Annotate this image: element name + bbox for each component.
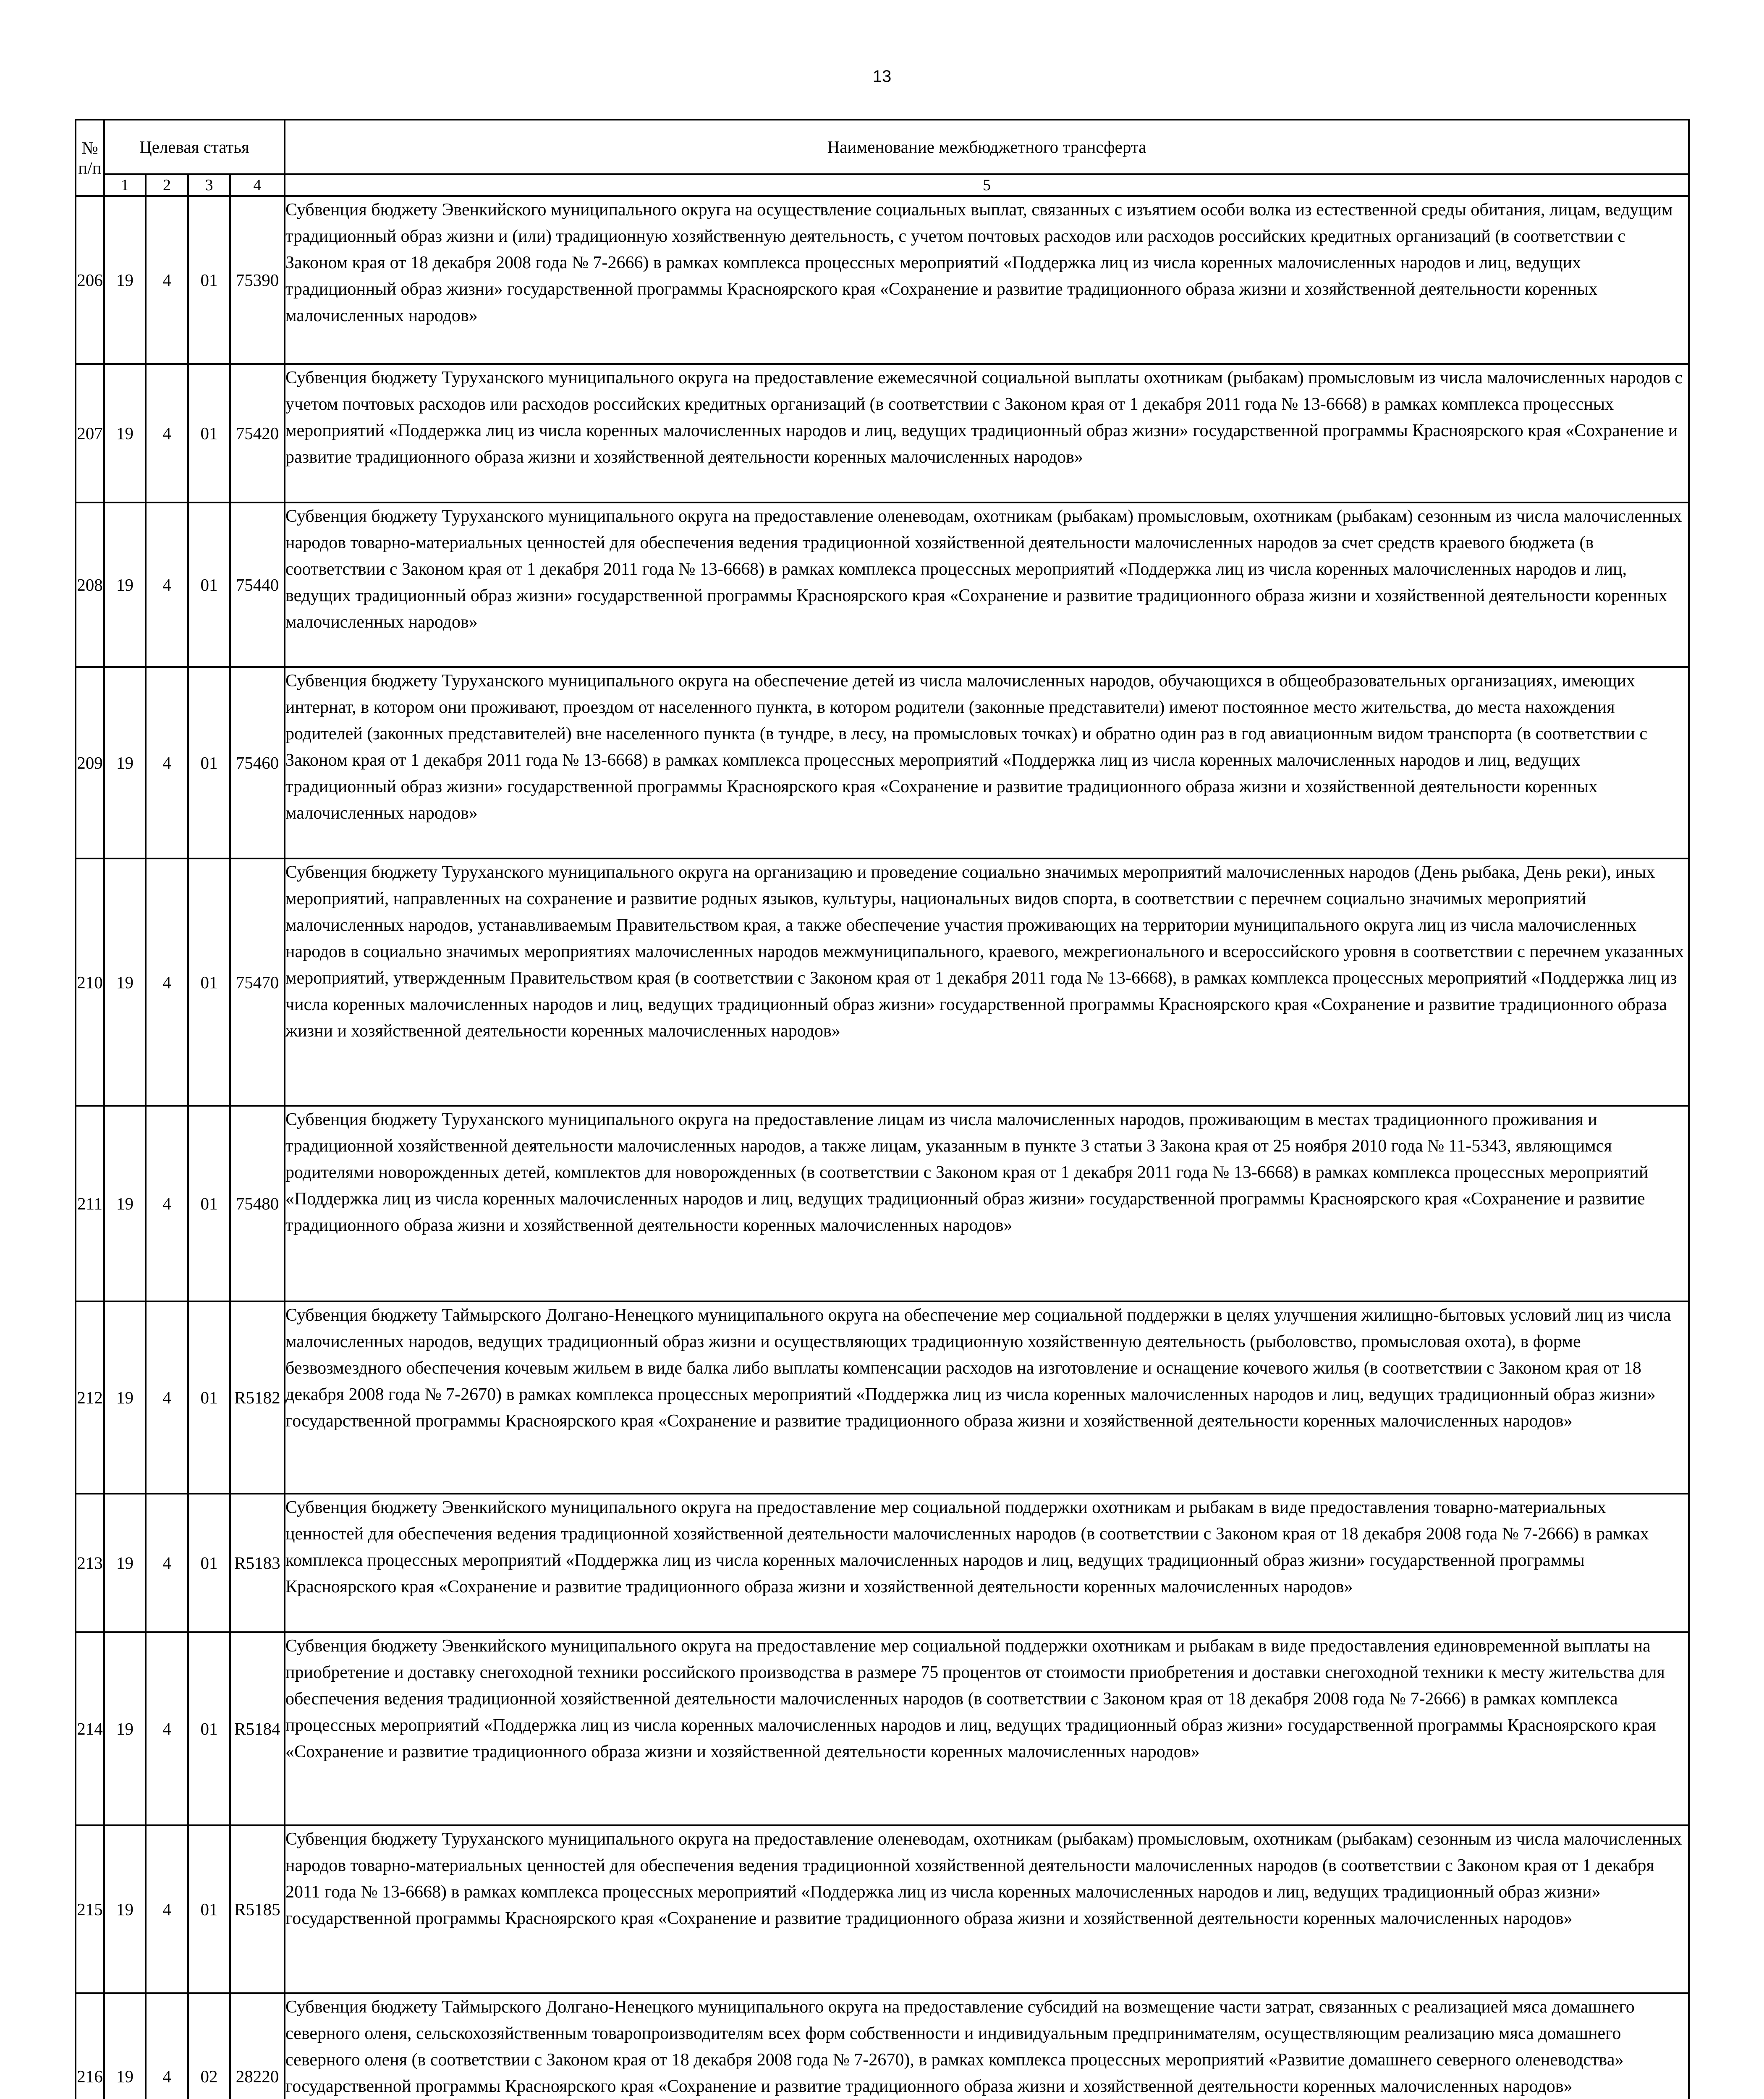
- code-program: 19: [104, 1494, 146, 1632]
- row-number: 206: [76, 196, 104, 364]
- code-structural-element: 01: [188, 1106, 230, 1301]
- code-direction: 75480: [230, 1106, 285, 1301]
- header-transfer-name: Наименование межбюджетного трансферта: [285, 120, 1689, 174]
- transfer-name: Субвенция бюджету Туруханского муниципального округа на организацию и проведение социально значимых мероприятий малочисленных народов (День рыбака, День реки), иных мероприятий, направленных на сохранение и развитие родных языков, культуры, национальных видов спорта, в соответствии с перечнем социально значимых мероприятий малочисленных народов, устанавливаемым Правительством края, а также обеспечение участия проживающих на территории муниципального округа лиц из числа малочисленных народов в социально значимых мероприятиях малочисленных народов межмуниципального, краевого, межрегионального и всероссийского уровня в соответствии с перечнем указанных мероприятий, утвержденным Правительством края (в соответствии с Законом края от 1 декабря 2011 года № 13-6668), в рамках комплекса процессных мероприятий «Поддержка лиц из числа коренных малочисленных народов и лиц, ведущих традиционный образ жизни» государственной программы Красноярского края «Сохранение и развитие традиционного образа жизни и хозяйственной деятельности коренных малочисленных народов»: [285, 858, 1689, 1106]
- table-row: [76, 1993, 1689, 2099]
- table-row: [76, 1301, 1689, 1494]
- code-program: 19: [104, 1993, 146, 2099]
- code-structural-element: 02: [188, 1993, 230, 2099]
- code-direction: 75390: [230, 196, 285, 364]
- header-col-number: 2: [146, 174, 188, 196]
- table-row: [76, 858, 1689, 1106]
- table-row: [76, 196, 1689, 364]
- code-subprogram-type: 4: [146, 364, 188, 503]
- code-structural-element: 01: [188, 364, 230, 503]
- transfer-name: Субвенция бюджету Туруханского муниципального округа на обеспечение детей из числа малочисленных народов, обучающихся в общеобразовательных организациях, имеющих интернат, в котором они проживают, проездом от населенного пункта, в котором родители (законные представители) имеют постоянное место жительства, до места нахождения родителей (законных представителей) вне населенного пункта (в тундре, в лесу, на промысловых точках) и обратно один раз в год авиационным видом транспорта (в соответствии с Законом края от 1 декабря 2011 года № 13-6668) в рамках комплекса процессных мероприятий «Поддержка лиц из числа коренных малочисленных народов и лиц, ведущих традиционный образ жизни» государственной программы Красноярского края «Сохранение и развитие традиционного образа жизни и хозяйственной деятельности коренных малочисленных народов»: [285, 667, 1689, 858]
- code-structural-element: 01: [188, 667, 230, 858]
- transfers-table: [75, 119, 1690, 2099]
- transfer-name: Субвенция бюджету Таймырского Долгано-Ненецкого муниципального округа на обеспечение мер социальной поддержки в целях улучшения жилищно-бытовых условий лиц из числа малочисленных народов, ведущих традиционный образ жизни и осуществляющих традиционную хозяйственную деятельность (рыболовство, промысловая охота), в форме безвозмездного обеспечения кочевым жильем в виде балка либо выплаты компенсации расходов на изготовление и оснащение кочевого жилья (в соответствии с Законом края от 18 декабря 2008 года № 7-2670) в рамках комплекса процессных мероприятий «Поддержка лиц из числа коренных малочисленных народов и лиц, ведущих традиционный образ жизни» государственной программы Красноярского края «Сохранение и развитие традиционного образа жизни и хозяйственной деятельности коренных малочисленных народов»: [285, 1301, 1689, 1494]
- code-direction: 75460: [230, 667, 285, 858]
- code-direction: 75420: [230, 364, 285, 503]
- code-direction: R5183: [230, 1494, 285, 1632]
- code-subprogram-type: 4: [146, 1993, 188, 2099]
- code-subprogram-type: 4: [146, 1825, 188, 1993]
- header-col-number: 1: [104, 174, 146, 196]
- code-program: 19: [104, 1106, 146, 1301]
- code-subprogram-type: 4: [146, 858, 188, 1106]
- code-subprogram-type: 4: [146, 1494, 188, 1632]
- page-number: 13: [872, 67, 892, 86]
- code-program: 19: [104, 1632, 146, 1825]
- table-row: [76, 1632, 1689, 1825]
- row-number: 211: [76, 1106, 104, 1301]
- transfer-name: Субвенция бюджету Таймырского Долгано-Ненецкого муниципального округа на предоставление субсидий на возмещение части затрат, связанных с реализацией мяса домашнего северного оленя, сельскохозяйственным товаропроизводителям всех форм собственности и индивидуальным предпринимателям, осуществляющим реализацию мяса домашнего северного оленя (в соответствии с Законом края от 18 декабря 2008 года № 7-2670), в рамках комплекса процессных мероприятий «Развитие домашнего северного оленеводства» государственной программы Красноярского края «Сохранение и развитие традиционного образа жизни и хозяйственной деятельности коренных малочисленных народов»: [285, 1993, 1689, 2099]
- table-row: [76, 1106, 1689, 1301]
- header-target-article: Целевая статья: [104, 120, 285, 174]
- table-row: [76, 1825, 1689, 1993]
- code-direction: R5182: [230, 1301, 285, 1494]
- header-num: № п/п: [76, 120, 104, 196]
- row-number: 210: [76, 858, 104, 1106]
- table-row: [76, 364, 1689, 503]
- code-direction: R5184: [230, 1632, 285, 1825]
- row-number: 207: [76, 364, 104, 503]
- header-col-number: 4: [230, 174, 285, 196]
- code-direction: 28220: [230, 1993, 285, 2099]
- code-structural-element: 01: [188, 1632, 230, 1825]
- transfer-name: Субвенция бюджету Туруханского муниципального округа на предоставление ежемесячной социальной выплаты охотникам (рыбакам) промысловым из числа малочисленных народов с учетом почтовых расходов или расходов российских кредитных организаций (в соответствии с Законом края от 1 декабря 2011 года № 13-6668) в рамках комплекса процессных мероприятий «Поддержка лиц из числа коренных малочисленных народов и лиц, ведущих традиционный образ жизни» государственной программы Красноярского края «Сохранение и развитие традиционного образа жизни и хозяйственной деятельности коренных малочисленных народов»: [285, 364, 1689, 503]
- header-col-number: 5: [285, 174, 1689, 196]
- code-program: 19: [104, 667, 146, 858]
- code-structural-element: 01: [188, 1494, 230, 1632]
- code-structural-element: 01: [188, 503, 230, 667]
- row-number: 209: [76, 667, 104, 858]
- transfer-name: Субвенция бюджету Эвенкийского муниципального округа на предоставление мер социальной поддержки охотникам и рыбакам в виде предоставления единовременной выплаты на приобретение и доставку снегоходной техники российского производства в размере 75 процентов от стоимости приобретения и доставки снегоходной техники к месту жительства для обеспечения ведения традиционной хозяйственной деятельности малочисленных народов (в соответствии с Законом края от 18 декабря 2008 года № 7-2666) в рамках комплекса процессных мероприятий «Поддержка лиц из числа коренных малочисленных народов и лиц, ведущих традиционный образ жизни» государственной программы Красноярского края «Сохранение и развитие традиционного образа жизни и хозяйственной деятельности коренных малочисленных народов»: [285, 1632, 1689, 1825]
- code-subprogram-type: 4: [146, 503, 188, 667]
- code-program: 19: [104, 1825, 146, 1993]
- code-direction: 75440: [230, 503, 285, 667]
- row-number: 215: [76, 1825, 104, 1993]
- row-number: 208: [76, 503, 104, 667]
- code-structural-element: 01: [188, 1825, 230, 1993]
- code-structural-element: 01: [188, 858, 230, 1106]
- transfer-name: Субвенция бюджету Туруханского муниципального округа на предоставление лицам из числа малочисленных народов, проживающим в местах традиционного проживания и традиционной хозяйственной деятельности малочисленных народов, а также лицам, указанным в пункте 3 статьи 3 Закона края от 25 ноября 2010 года № 11-5343, являющимся родителями новорожденных детей, комплектов для новорожденных (в соответствии с Законом края от 1 декабря 2011 года № 13-6668) в рамках комплекса процессных мероприятий «Поддержка лиц из числа коренных малочисленных народов и лиц, ведущих традиционный образ жизни» государственной программы Красноярского края «Сохранение и развитие традиционного образа жизни и хозяйственной деятельности коренных малочисленных народов»: [285, 1106, 1689, 1301]
- code-subprogram-type: 4: [146, 1106, 188, 1301]
- code-program: 19: [104, 364, 146, 503]
- row-number: 214: [76, 1632, 104, 1825]
- code-program: 19: [104, 858, 146, 1106]
- code-subprogram-type: 4: [146, 1301, 188, 1494]
- code-subprogram-type: 4: [146, 196, 188, 364]
- table-row: [76, 1494, 1689, 1632]
- code-subprogram-type: 4: [146, 1632, 188, 1825]
- row-number: 216: [76, 1993, 104, 2099]
- code-structural-element: 01: [188, 196, 230, 364]
- code-direction: R5185: [230, 1825, 285, 1993]
- row-number: 212: [76, 1301, 104, 1494]
- code-subprogram-type: 4: [146, 667, 188, 858]
- code-program: 19: [104, 503, 146, 667]
- row-number: 213: [76, 1494, 104, 1632]
- header-col-number: 3: [188, 174, 230, 196]
- code-direction: 75470: [230, 858, 285, 1106]
- transfer-name: Субвенция бюджету Эвенкийского муниципального округа на осуществление социальных выплат, связанных с изъятием особи волка из естественной среды обитания, лицам, ведущим традиционный образ жизни и (или) традиционную хозяйственную деятельность, с учетом почтовых расходов или расходов российских кредитных организаций (в соответствии с Законом края от 18 декабря 2008 года № 7-2666) в рамках комплекса процессных мероприятий «Поддержка лиц из числа коренных малочисленных народов и лиц, ведущих традиционный образ жизни» государственной программы Красноярского края «Сохранение и развитие традиционного образа жизни и хозяйственной деятельности коренных малочисленных народов»: [285, 196, 1689, 364]
- code-program: 19: [104, 196, 146, 364]
- code-structural-element: 01: [188, 1301, 230, 1494]
- table-row: [76, 667, 1689, 858]
- transfer-name: Субвенция бюджету Туруханского муниципального округа на предоставление оленеводам, охотникам (рыбакам) промысловым, охотникам (рыбакам) сезонным из числа малочисленных народов товарно-материальных ценностей для обеспечения ведения традиционной хозяйственной деятельности малочисленных народов (в соответствии с Законом края от 1 декабря 2011 года № 13-6668) в рамках комплекса процессных мероприятий «Поддержка лиц из числа коренных малочисленных народов и лиц, ведущих традиционный образ жизни» государственной программы Красноярского края «Сохранение и развитие традиционного образа жизни и хозяйственной деятельности коренных малочисленных народов»: [285, 1825, 1689, 1993]
- table-row: [76, 503, 1689, 667]
- transfer-name: Субвенция бюджету Туруханского муниципального округа на предоставление оленеводам, охотникам (рыбакам) промысловым, охотникам (рыбакам) сезонным из числа малочисленных народов товарно-материальных ценностей для обеспечения ведения традиционной хозяйственной деятельности малочисленных народов за счет средств краевого бюджета (в соответствии с Законом края от 1 декабря 2011 года № 13-6668) в рамках комплекса процессных мероприятий «Поддержка лиц из числа коренных малочисленных народов и лиц, ведущих традиционный образ жизни» государственной программы Красноярского края «Сохранение и развитие традиционного образа жизни и хозяйственной деятельности коренных малочисленных народов»: [285, 503, 1689, 667]
- transfer-name: Субвенция бюджету Эвенкийского муниципального округа на предоставление мер социальной поддержки охотникам и рыбакам в виде предоставления товарно-материальных ценностей для обеспечения ведения традиционной хозяйственной деятельности малочисленных народов (в соответствии с Законом края от 18 декабря 2008 года № 7-2666) в рамках комплекса процессных мероприятий «Поддержка лиц из числа коренных малочисленных народов и лиц, ведущих традиционный образ жизни» государственной программы Красноярского края «Сохранение и развитие традиционного образа жизни и хозяйственной деятельности коренных малочисленных народов»: [285, 1494, 1689, 1632]
- code-program: 19: [104, 1301, 146, 1494]
